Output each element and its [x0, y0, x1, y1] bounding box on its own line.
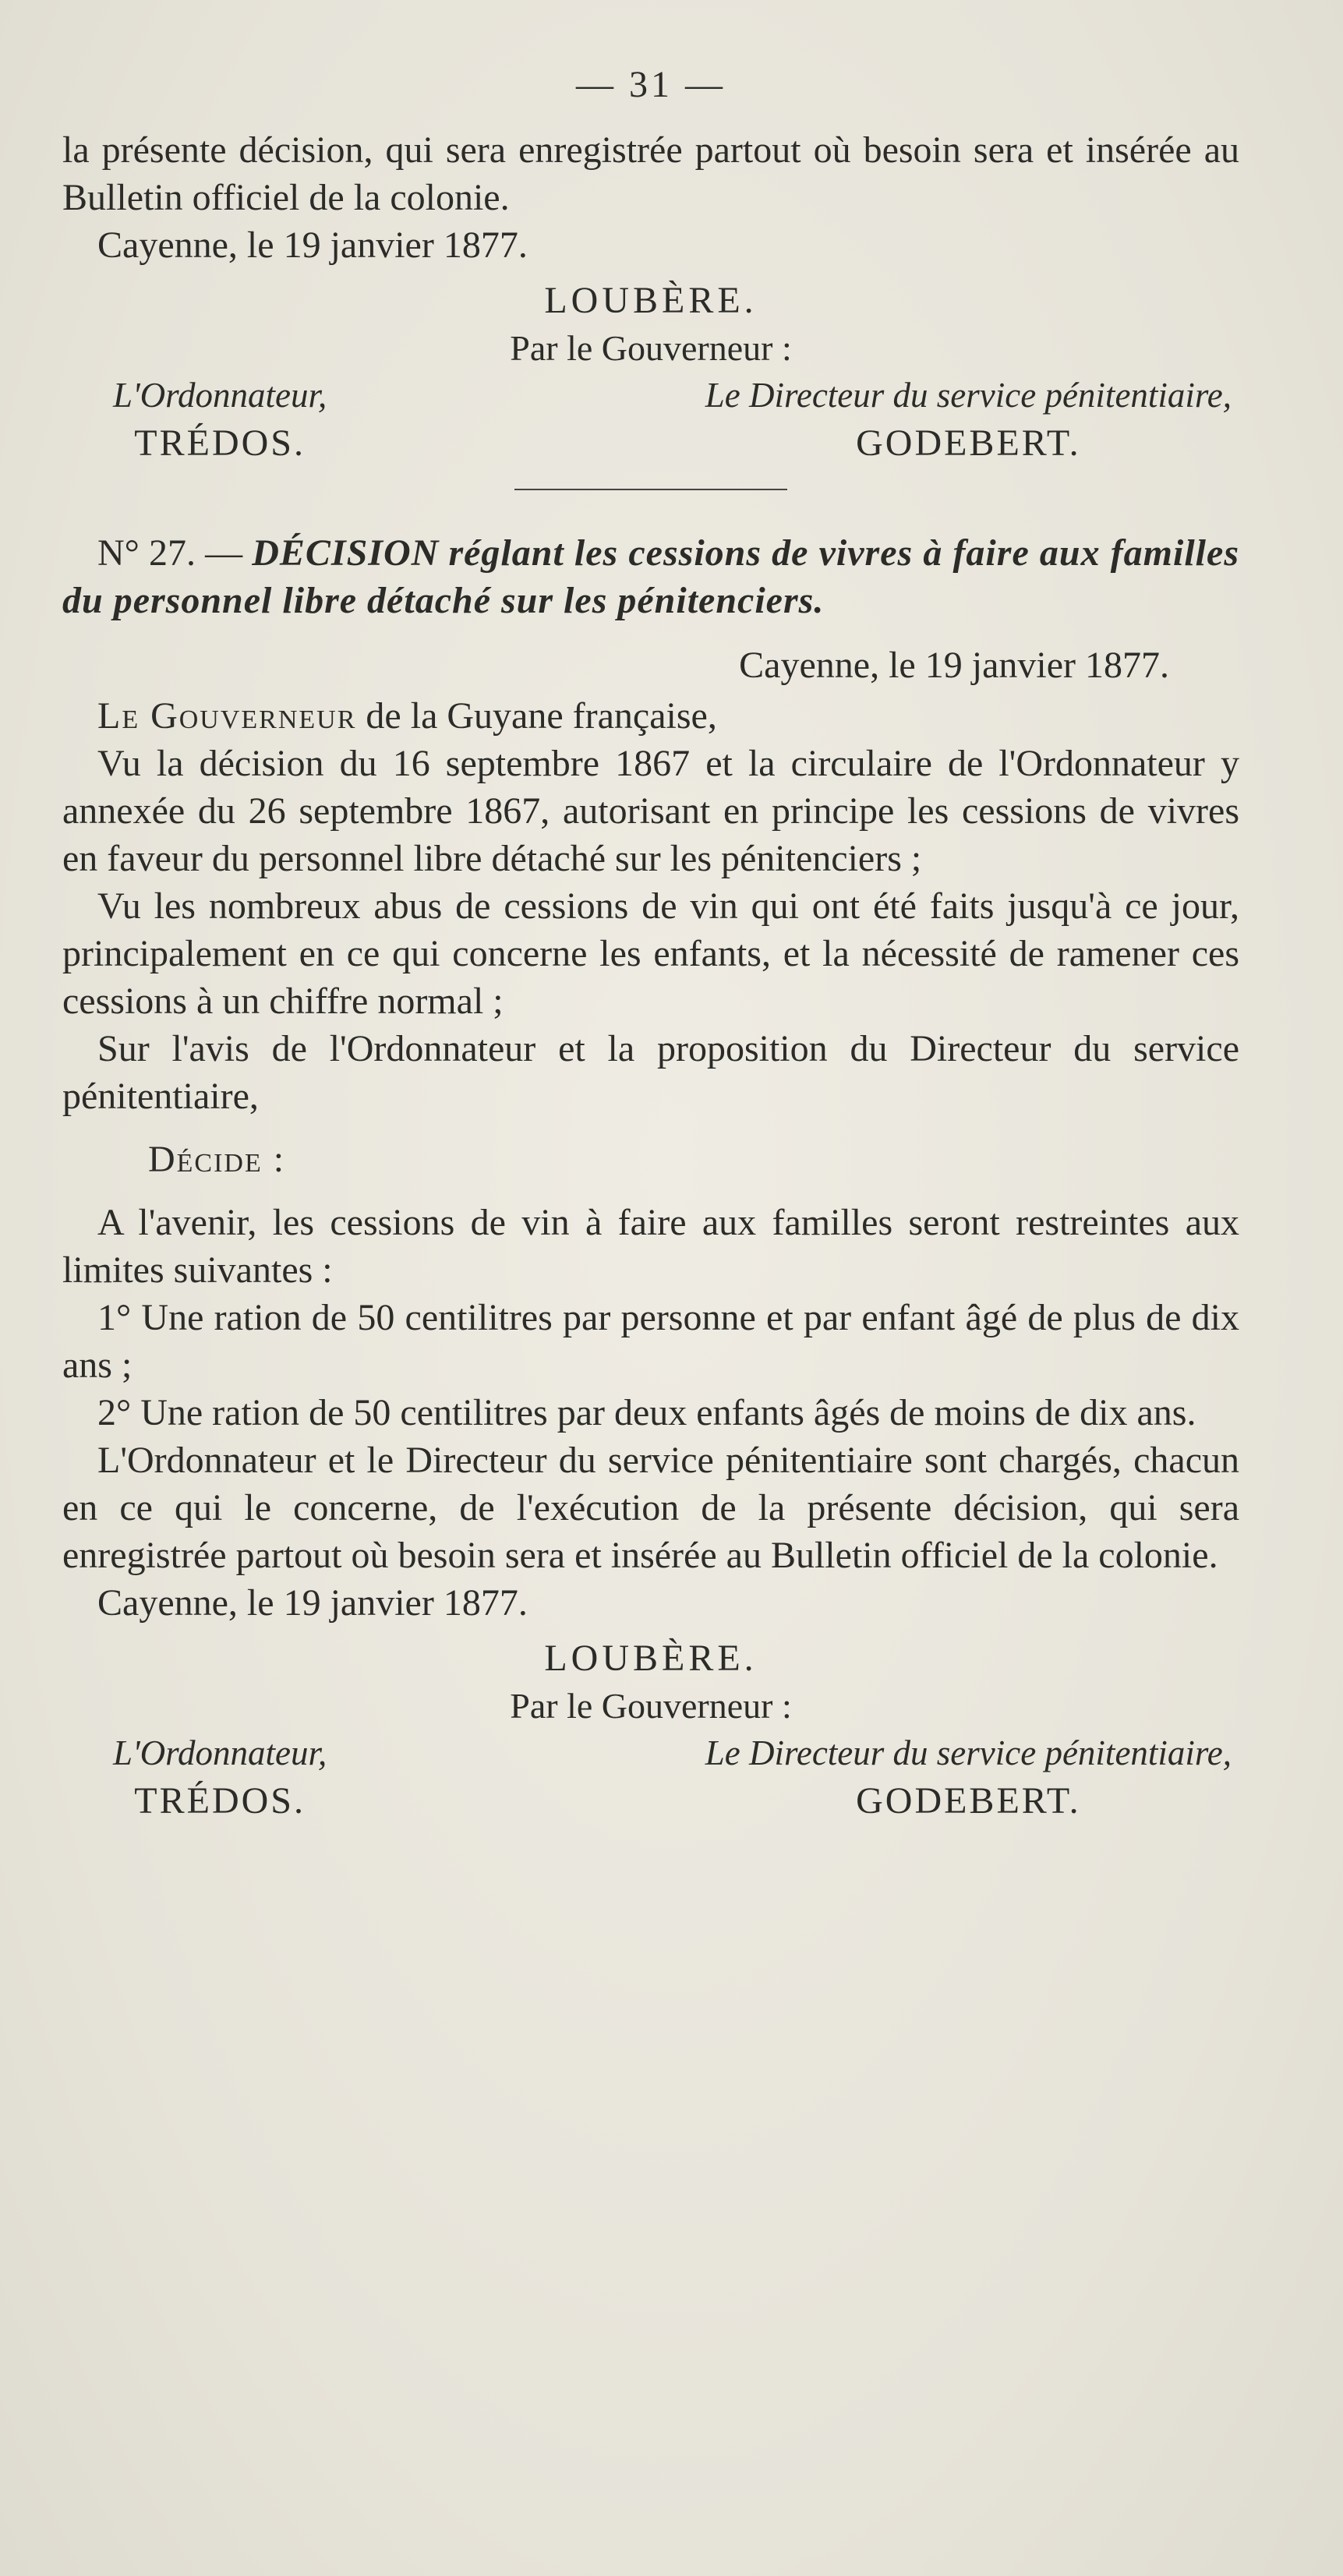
decision-title-rest: réglant les cessions de vivres à faire aux familles du personnel libre détaché sur les pénitenciers.: [62, 532, 1240, 621]
preamble-governor: Le Gouverneur: [97, 695, 357, 737]
page-number: — 31 —: [576, 64, 726, 105]
preamble-rest: de la Guyane française,: [366, 695, 717, 737]
top-right-name: GODEBERT.: [856, 422, 1081, 464]
bottom-by-governor: Par le Gouverneur :: [510, 1686, 792, 1726]
decision-title: DÉCISION: [252, 532, 440, 574]
decision-date: Cayenne, le 19 janvier 1877.: [739, 645, 1169, 686]
preamble: [62, 692, 1239, 740]
article-item-2: 2° Une ration de 50 centilitres par deux enfants âgés de moins de dix ans.: [97, 1392, 1196, 1433]
considerant-3: Sur l'avis de l'Ordonnateur et la proposition du Directeur du service pénitentiaire,: [62, 1028, 1239, 1117]
top-left-name: TRÉDOS.: [134, 422, 306, 464]
considerant-2: Vu les nombreux abus de cessions de vin qui ont été faits jusqu'à ce jour, principalement en ce qui concerne les enfants, et la nécessité de ramener ces cessions à un chiffre normal ;: [62, 885, 1239, 1022]
bottom-officer-right: [705, 1730, 1232, 1825]
bottom-officers: [62, 1730, 1239, 1825]
top-signatory: LOUBÈRE.: [544, 280, 758, 321]
top-left-role: L'Ordonnateur,: [113, 376, 327, 415]
top-officer-right: [705, 372, 1232, 467]
section-divider: [514, 489, 787, 490]
decision-heading: [62, 529, 1239, 624]
top-officers: [62, 372, 1239, 467]
decide-label: Décide :: [148, 1139, 286, 1180]
bottom-officer-left: [113, 1730, 327, 1825]
bottom-right-name: GODEBERT.: [856, 1780, 1081, 1822]
top-by-governor: Par le Gouverneur :: [510, 328, 792, 368]
page-content: [62, 0, 1239, 1825]
bottom-signatory: LOUBÈRE.: [544, 1638, 758, 1679]
article-intro: A l'avenir, les cessions de vin à faire aux familles seront restreintes aux limites suivantes :: [62, 1202, 1239, 1291]
bottom-left-name: TRÉDOS.: [134, 1780, 306, 1822]
top-date-line: Cayenne, le 19 janvier 1877.: [97, 224, 528, 266]
top-right-role: Le Directeur du service pénitentiaire,: [705, 376, 1232, 415]
bottom-right-role: Le Directeur du service pénitentiaire,: [705, 1733, 1232, 1772]
top-officer-left: [113, 372, 327, 467]
considerant-1: Vu la décision du 16 septembre 1867 et la circulaire de l'Ordonnateur y annexée du 26 septembre 1867, autorisant en principe les cessions de vivres en faveur du personnel libre détaché sur les pénitenciers ;: [62, 743, 1239, 879]
continued-paragraph: la présente décision, qui sera enregistrée partout où besoin sera et insérée au Bulletin officiel de la colonie.: [62, 129, 1239, 218]
decision-number: N° 27. —: [97, 532, 243, 574]
article-item-1: 1° Une ration de 50 centilitres par personne et par enfant âgé de plus de dix ans ;: [62, 1297, 1239, 1386]
execution-paragraph: L'Ordonnateur et le Directeur du service pénitentiaire sont chargés, chacun en ce qui le concerne, de l'exécution de la présente décision, qui sera enregistrée partout où besoin sera et insérée au Bulletin officiel de la colonie.: [62, 1440, 1239, 1576]
bottom-left-role: L'Ordonnateur,: [113, 1733, 327, 1772]
closing-date: Cayenne, le 19 janvier 1877.: [97, 1582, 528, 1624]
